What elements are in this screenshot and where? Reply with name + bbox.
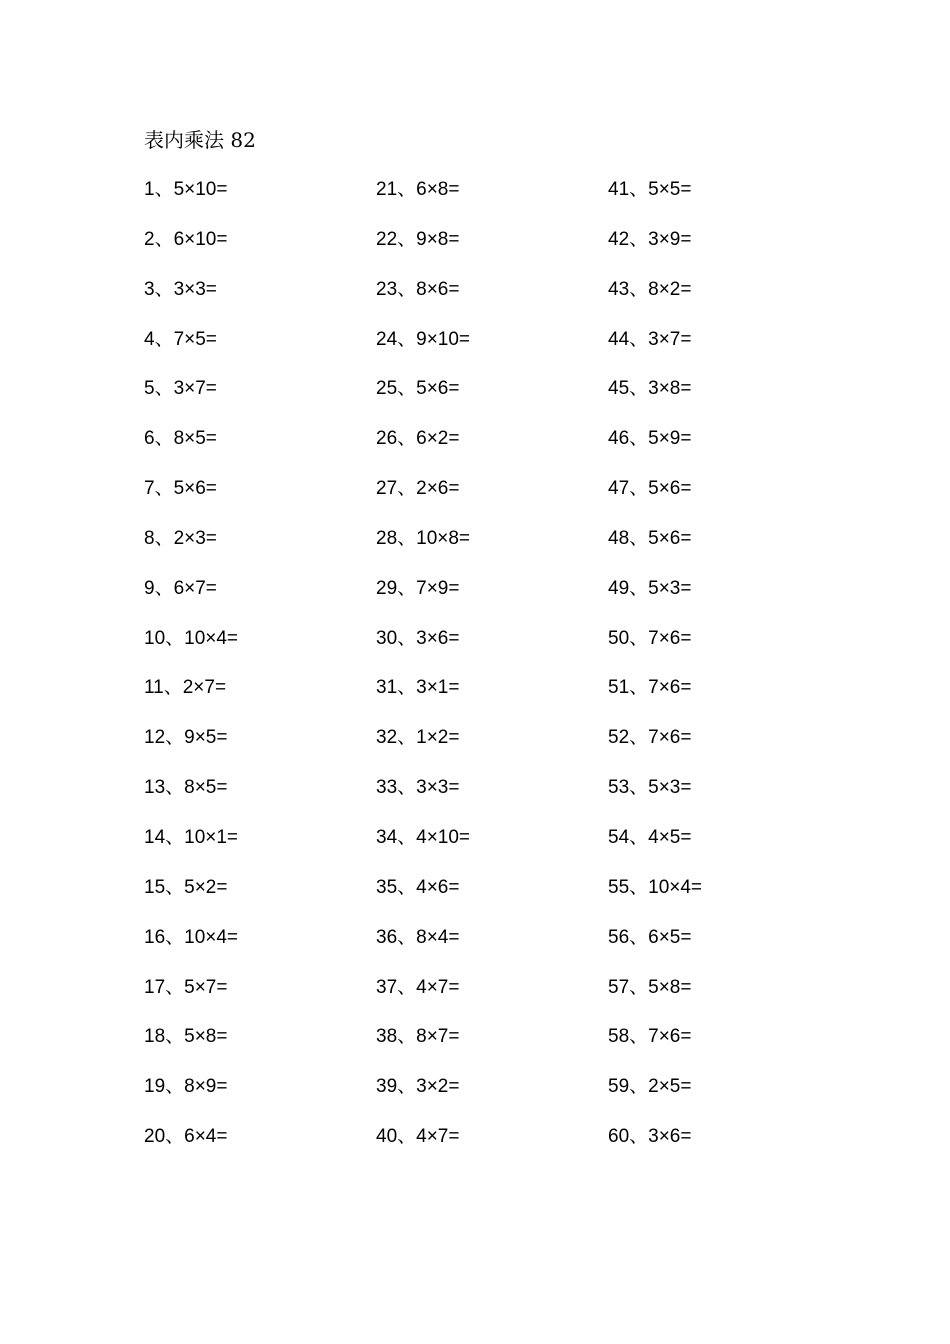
problem-item: 7、5×6=: [144, 478, 217, 500]
problem-item: 28、10×8=: [376, 527, 471, 549]
problem-item: 14、10×1=: [144, 826, 239, 848]
problem-item: 60、3×6=: [608, 1126, 692, 1148]
problem-item: 23、8×6=: [376, 278, 460, 300]
problem-item: 41、5×5=: [608, 179, 692, 200]
problem-item: 50、7×6=: [608, 627, 692, 649]
problem-item: 51、7×6=: [608, 677, 692, 699]
problem-item: 19、8×9=: [144, 1076, 228, 1098]
problem-item: 11、2×7=: [144, 677, 227, 699]
problem-item: 30、3×6=: [376, 627, 460, 649]
problem-item: 59、2×5=: [608, 1076, 692, 1098]
problem-item: 31、3×1=: [376, 677, 460, 699]
problem-item: 40、4×7=: [376, 1126, 460, 1148]
problem-column-3: [608, 176, 828, 1173]
problem-item: 39、3×2=: [376, 1076, 460, 1098]
problem-item: 35、4×6=: [376, 876, 460, 898]
problem-item: 34、4×10=: [376, 826, 471, 848]
problem-column-2: [376, 176, 596, 1173]
problem-item: 5、3×7=: [144, 378, 217, 400]
problem-item: 52、7×6=: [608, 727, 692, 749]
problem-item: 49、5×3=: [608, 577, 692, 599]
problem-item: 45、3×8=: [608, 378, 692, 400]
problem-item: 33、3×3=: [376, 777, 460, 799]
problem-item: 36、8×4=: [376, 926, 460, 948]
problem-item: 43、8×2=: [608, 278, 692, 300]
problem-item: 47、5×6=: [608, 478, 692, 500]
problem-item: 32、1×2=: [376, 727, 460, 749]
problem-item: 20、6×4=: [144, 1126, 228, 1148]
problem-item: 10、10×4=: [144, 627, 239, 649]
problem-item: 55、10×4=: [608, 876, 703, 898]
problem-item: 16、10×4=: [144, 926, 239, 948]
problem-item: 53、5×3=: [608, 777, 692, 799]
problem-item: 17、5×7=: [144, 976, 228, 998]
problem-item: 29、7×9=: [376, 577, 460, 599]
problem-item: 46、5×9=: [608, 428, 692, 450]
problem-item: 58、7×6=: [608, 1026, 692, 1048]
problem-item: 15、5×2=: [144, 876, 228, 898]
problem-item: 48、5×6=: [608, 527, 692, 549]
problem-item: 26、6×2=: [376, 428, 460, 450]
problem-item: 9、6×7=: [144, 577, 217, 599]
problem-item: 44、3×7=: [608, 328, 692, 350]
problem-item: 27、2×6=: [376, 478, 460, 500]
problem-column-1: [144, 176, 364, 1173]
problem-item: 54、4×5=: [608, 826, 692, 848]
problem-item: 4、7×5=: [144, 328, 217, 350]
problem-item: 25、5×6=: [376, 378, 460, 400]
problem-item: 21、6×8=: [376, 179, 460, 200]
problem-item: 38、8×7=: [376, 1026, 460, 1048]
problem-item: 12、9×5=: [144, 727, 228, 749]
problem-item: 24、9×10=: [376, 328, 471, 350]
problem-item: 37、4×7=: [376, 976, 460, 998]
problem-item: 18、5×8=: [144, 1026, 228, 1048]
problem-item: 2、6×10=: [144, 228, 228, 250]
problem-item: 1、5×10=: [144, 179, 228, 200]
problem-item: 3、3×3=: [144, 278, 217, 300]
problem-item: 13、8×5=: [144, 777, 228, 799]
worksheet-title: 表内乘法 82: [144, 128, 256, 152]
problem-item: 56、6×5=: [608, 926, 692, 948]
problem-item: 8、2×3=: [144, 527, 217, 549]
problem-item: 57、5×8=: [608, 976, 692, 998]
problem-item: 42、3×9=: [608, 228, 692, 250]
problem-item: 22、9×8=: [376, 228, 460, 250]
problem-item: 6、8×5=: [144, 428, 217, 450]
problem-columns: [144, 176, 864, 1176]
